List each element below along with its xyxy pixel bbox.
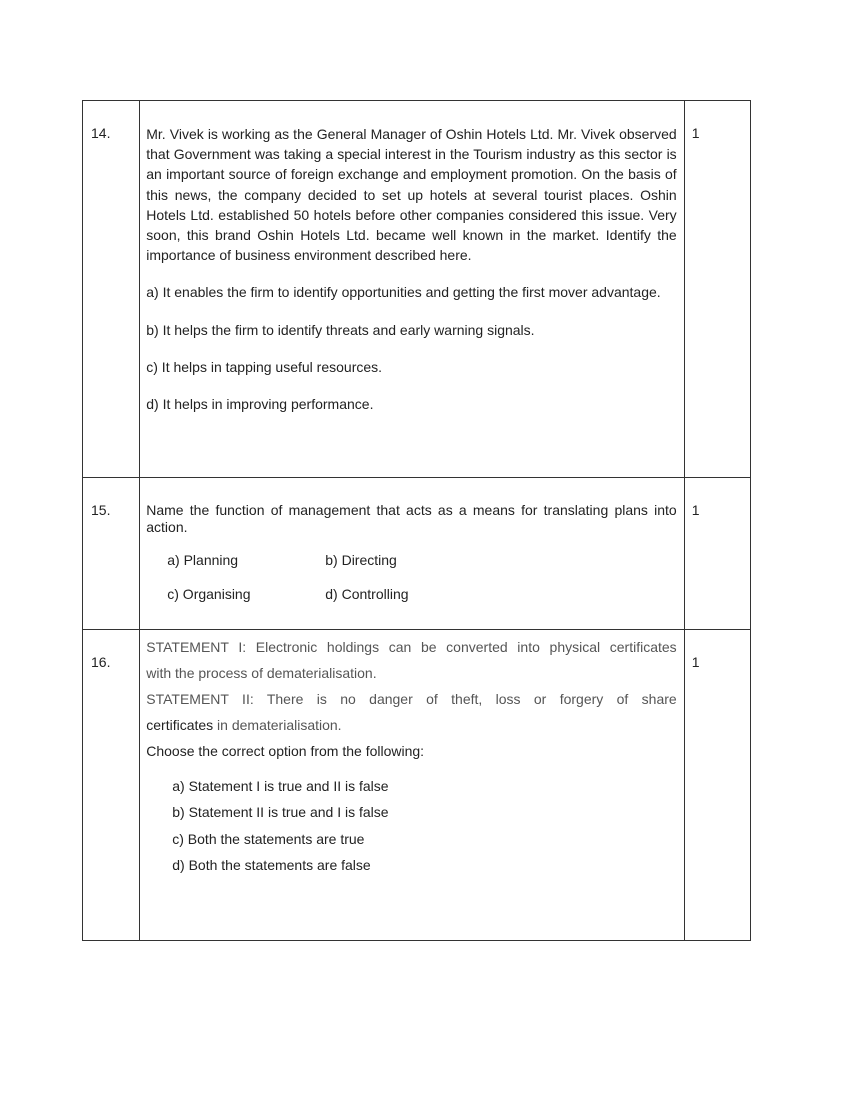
marks-value: 1 <box>691 125 700 141</box>
marks-cell <box>684 478 750 630</box>
options-grid <box>167 550 676 604</box>
option-a: a) Statement I is true and II is false <box>172 778 389 794</box>
question-body-cell <box>140 478 684 630</box>
question-number: 16. <box>91 654 111 670</box>
marks-cell <box>684 630 750 941</box>
statement-1-line-1: STATEMENT I: Electronic holdings can be converted into physical certificates <box>146 639 677 655</box>
statement-2-rest: in dematerialisation. <box>213 717 342 733</box>
option-c: c) Both the statements are true <box>172 830 365 847</box>
option-b: b) Directing <box>325 552 397 568</box>
marks-value: 1 <box>691 502 700 518</box>
question-row-15 <box>83 478 751 630</box>
question-number: 14. <box>91 125 111 141</box>
option-a: a) Planning <box>167 552 239 568</box>
question-row-16 <box>83 630 751 941</box>
question-number: 15. <box>91 502 111 518</box>
question-body-cell <box>140 101 684 478</box>
question-table <box>82 100 751 941</box>
question-number-cell <box>83 630 140 941</box>
question-number-cell <box>83 478 140 630</box>
option-c: c) It helps in tapping useful resources. <box>146 358 383 375</box>
statement-2-word: certificates <box>146 717 214 733</box>
question-number-cell <box>83 101 140 478</box>
statement-2-line-2 <box>146 712 676 738</box>
statement-1-line-2: with the process of dematerialisation. <box>146 665 377 681</box>
option-d: d) Both the statements are false <box>172 856 371 873</box>
option-d: d) Controlling <box>325 586 409 602</box>
option-b: b) Statement II is true and I is false <box>172 804 389 821</box>
question-text: Mr. Vivek is working as the General Manager of Oshin Hotels Ltd. Mr. Vivek observed that Government was taking a special interest in the Tourism industry as this sector is an important source of foreign exchange and employment promotion. On the basis of this news, the company decided to set up hotels at several tourist places. Oshin Hotels Ltd. established 50 hotels before other companies considered this issue. Very soon, this brand Oshin Hotels Ltd. became well known in the market. Identify the importance of business environment described here. <box>146 126 677 264</box>
option-a: a) It enables the firm to identify opportunities and getting the first mover advantage. <box>146 284 661 301</box>
question-row-14 <box>83 101 751 478</box>
question-body-cell <box>140 630 684 941</box>
option-b: b) It helps the firm to identify threats and early warning signals. <box>146 321 535 338</box>
marks-cell <box>684 101 750 478</box>
option-d: d) It helps in improving performance. <box>146 395 374 412</box>
statement-2-line-1: STATEMENT II: There is no danger of theft, loss or forgery of share <box>146 691 677 707</box>
question-text: Name the function of management that acts as a means for translating plans into action. <box>146 502 677 535</box>
option-c: c) Organising <box>167 586 251 602</box>
question-prompt: Choose the correct option from the following: <box>146 743 425 759</box>
marks-value: 1 <box>691 654 700 670</box>
options-list <box>172 773 676 878</box>
